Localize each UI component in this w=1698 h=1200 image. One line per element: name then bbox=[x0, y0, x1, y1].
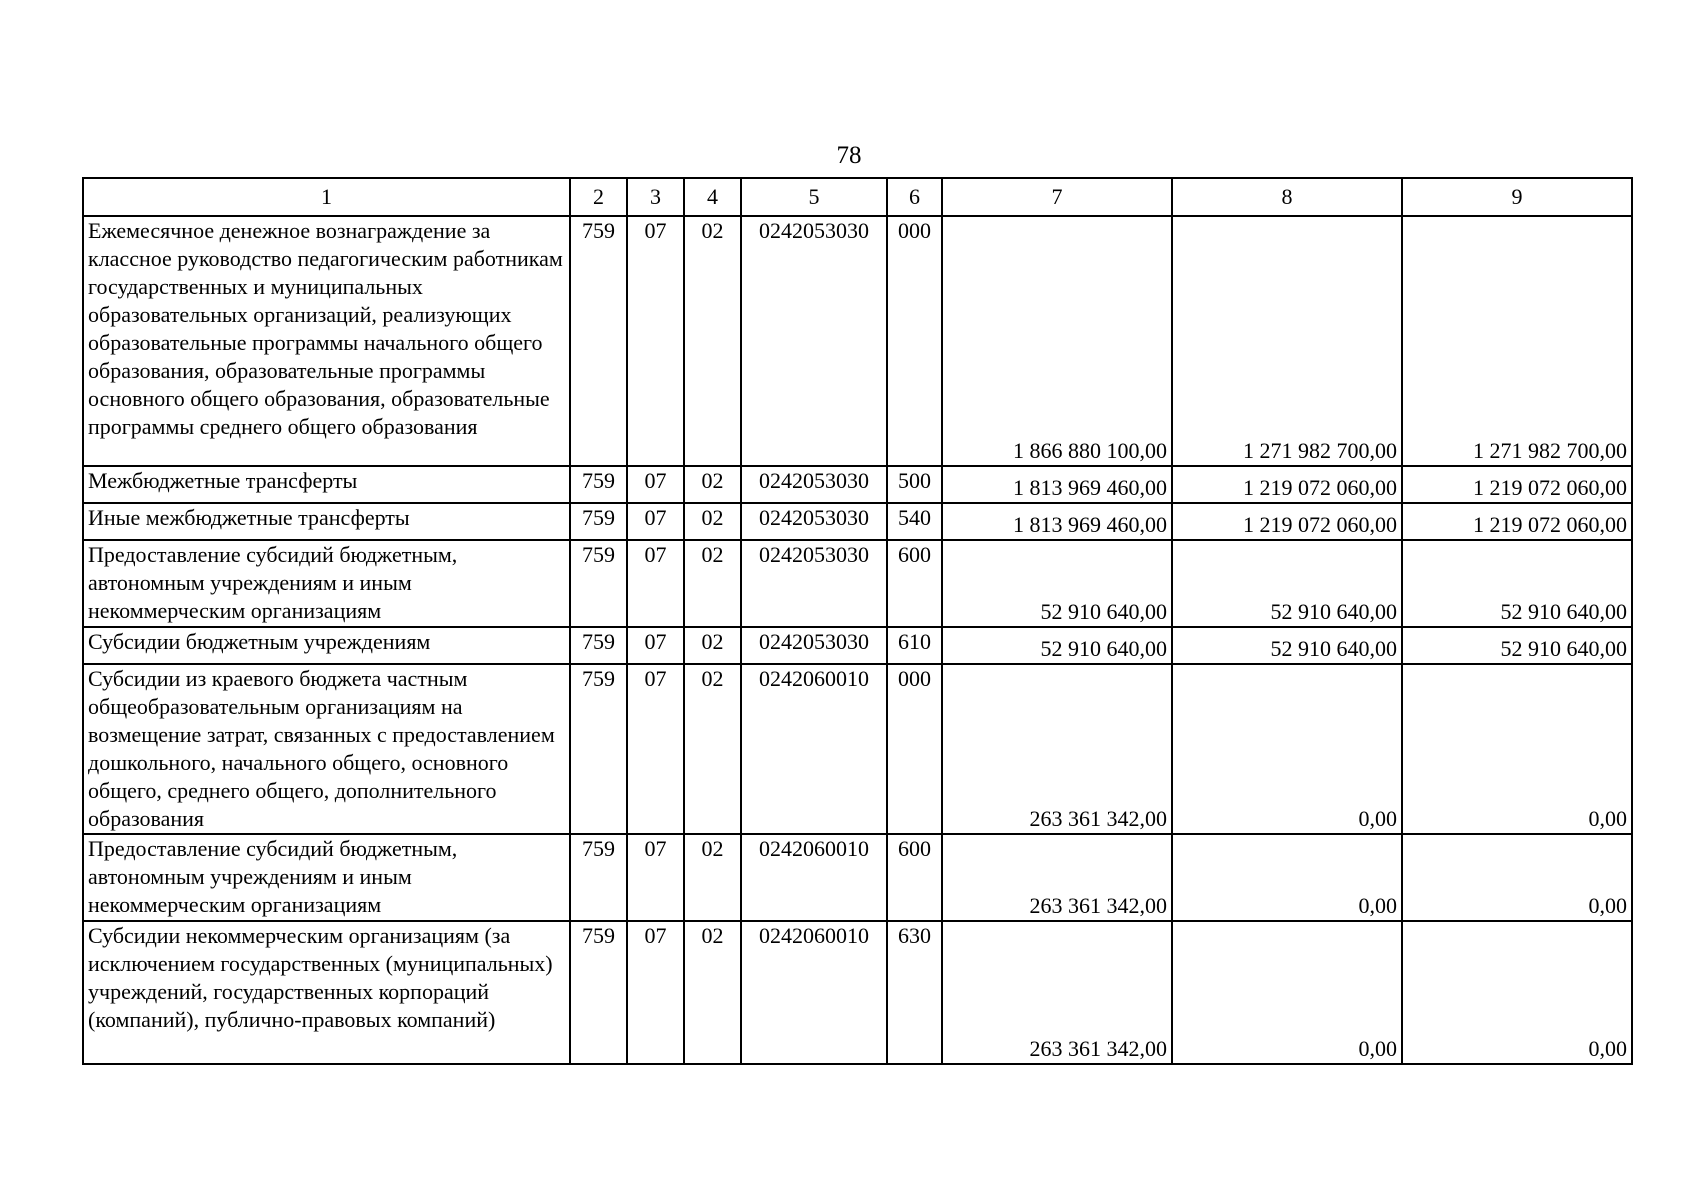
amount-col7: 1 813 969 460,00 bbox=[942, 503, 1172, 540]
column-number-row bbox=[83, 178, 1632, 216]
amount-col9: 0,00 bbox=[1402, 664, 1632, 834]
amount-col9: 1 271 982 700,00 bbox=[1402, 216, 1632, 466]
admin-code: 759 bbox=[570, 664, 627, 834]
subsection-code: 02 bbox=[684, 664, 741, 834]
table-row bbox=[83, 921, 1632, 1064]
amount-col7: 52 910 640,00 bbox=[942, 540, 1172, 627]
column-header: 6 bbox=[887, 178, 942, 216]
admin-code: 759 bbox=[570, 627, 627, 664]
subsection-code: 02 bbox=[684, 627, 741, 664]
subsection-code: 02 bbox=[684, 216, 741, 466]
amount-col7: 263 361 342,00 bbox=[942, 921, 1172, 1064]
row-name: Иные межбюджетные трансферты bbox=[83, 503, 570, 540]
row-name: Ежемесячное денежное вознаграждение за классное руководство педагогическим работникам государственных и муниципальных образовательных организаций, реализующих образовательные программы начального общего образования, образовательные программы основного общего образования, образовательные программы среднего общего образования bbox=[83, 216, 570, 466]
amount-col8: 1 219 072 060,00 bbox=[1172, 503, 1402, 540]
admin-code: 759 bbox=[570, 921, 627, 1064]
column-header: 5 bbox=[741, 178, 887, 216]
expense-type-code: 000 bbox=[887, 216, 942, 466]
expense-type-code: 600 bbox=[887, 834, 942, 921]
target-item-code: 0242053030 bbox=[741, 503, 887, 540]
subsection-code: 02 bbox=[684, 466, 741, 503]
target-item-code: 0242060010 bbox=[741, 834, 887, 921]
admin-code: 759 bbox=[570, 540, 627, 627]
admin-code: 759 bbox=[570, 466, 627, 503]
expense-type-code: 630 bbox=[887, 921, 942, 1064]
column-header: 3 bbox=[627, 178, 684, 216]
subsection-code: 02 bbox=[684, 540, 741, 627]
amount-col8: 0,00 bbox=[1172, 834, 1402, 921]
amount-col8: 0,00 bbox=[1172, 664, 1402, 834]
row-name: Предоставление субсидий бюджетным, автономным учреждениям и иным некоммерческим организациям bbox=[83, 540, 570, 627]
amount-col9: 0,00 bbox=[1402, 834, 1632, 921]
amount-col8: 1 271 982 700,00 bbox=[1172, 216, 1402, 466]
section-code: 07 bbox=[627, 664, 684, 834]
amount-col7: 52 910 640,00 bbox=[942, 627, 1172, 664]
target-item-code: 0242060010 bbox=[741, 664, 887, 834]
subsection-code: 02 bbox=[684, 921, 741, 1064]
table-row bbox=[83, 834, 1632, 921]
amount-col9: 0,00 bbox=[1402, 921, 1632, 1064]
section-code: 07 bbox=[627, 627, 684, 664]
target-item-code: 0242053030 bbox=[741, 216, 887, 466]
row-name: Субсидии бюджетным учреждениям bbox=[83, 627, 570, 664]
table-row bbox=[83, 466, 1632, 503]
page-number: 78 bbox=[836, 142, 862, 169]
target-item-code: 0242053030 bbox=[741, 540, 887, 627]
row-name: Субсидии некоммерческим организациям (за исключением государственных (муниципальных) учреждений, государственных корпораций (компаний), публично-правовых компаний) bbox=[83, 921, 570, 1064]
row-name: Субсидии из краевого бюджета частным общеобразовательным организациям на возмещение затрат, связанных с предоставлением дошкольного, начального общего, основного общего, среднего общего, дополнительного образования bbox=[83, 664, 570, 834]
table-row bbox=[83, 503, 1632, 540]
expense-type-code: 610 bbox=[887, 627, 942, 664]
target-item-code: 0242053030 bbox=[741, 627, 887, 664]
column-header: 7 bbox=[942, 178, 1172, 216]
expense-type-code: 000 bbox=[887, 664, 942, 834]
section-code: 07 bbox=[627, 540, 684, 627]
expense-type-code: 600 bbox=[887, 540, 942, 627]
column-header: 4 bbox=[684, 178, 741, 216]
amount-col8: 52 910 640,00 bbox=[1172, 627, 1402, 664]
amount-col7: 1 813 969 460,00 bbox=[942, 466, 1172, 503]
column-header: 8 bbox=[1172, 178, 1402, 216]
section-code: 07 bbox=[627, 503, 684, 540]
table-row bbox=[83, 216, 1632, 466]
amount-col8: 1 219 072 060,00 bbox=[1172, 466, 1402, 503]
section-code: 07 bbox=[627, 216, 684, 466]
amount-col9: 1 219 072 060,00 bbox=[1402, 466, 1632, 503]
table-row bbox=[83, 627, 1632, 664]
amount-col9: 52 910 640,00 bbox=[1402, 540, 1632, 627]
admin-code: 759 bbox=[570, 503, 627, 540]
budget-table bbox=[82, 177, 1633, 1065]
target-item-code: 0242060010 bbox=[741, 921, 887, 1064]
section-code: 07 bbox=[627, 466, 684, 503]
amount-col8: 52 910 640,00 bbox=[1172, 540, 1402, 627]
amount-col9: 1 219 072 060,00 bbox=[1402, 503, 1632, 540]
section-code: 07 bbox=[627, 921, 684, 1064]
column-header: 1 bbox=[83, 178, 570, 216]
expense-type-code: 540 bbox=[887, 503, 942, 540]
column-header: 9 bbox=[1402, 178, 1632, 216]
amount-col7: 1 866 880 100,00 bbox=[942, 216, 1172, 466]
table-row bbox=[83, 540, 1632, 627]
amount-col7: 263 361 342,00 bbox=[942, 834, 1172, 921]
row-name: Предоставление субсидий бюджетным, автономным учреждениям и иным некоммерческим организациям bbox=[83, 834, 570, 921]
amount-col8: 0,00 bbox=[1172, 921, 1402, 1064]
subsection-code: 02 bbox=[684, 503, 741, 540]
column-header: 2 bbox=[570, 178, 627, 216]
row-name: Межбюджетные трансферты bbox=[83, 466, 570, 503]
subsection-code: 02 bbox=[684, 834, 741, 921]
expense-type-code: 500 bbox=[887, 466, 942, 503]
amount-col9: 52 910 640,00 bbox=[1402, 627, 1632, 664]
section-code: 07 bbox=[627, 834, 684, 921]
amount-col7: 263 361 342,00 bbox=[942, 664, 1172, 834]
admin-code: 759 bbox=[570, 216, 627, 466]
table-row bbox=[83, 664, 1632, 834]
admin-code: 759 bbox=[570, 834, 627, 921]
target-item-code: 0242053030 bbox=[741, 466, 887, 503]
